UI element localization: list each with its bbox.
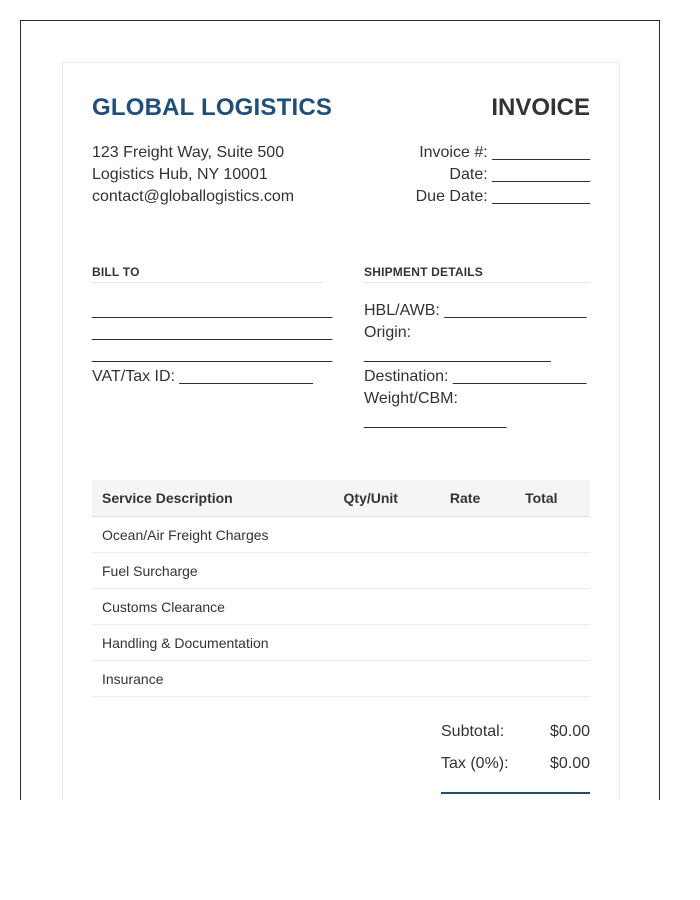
address-line-1: 123 Freight Way, Suite 500 <box>92 144 285 161</box>
origin-label: Origin: <box>364 324 412 341</box>
company-name: GLOBAL LOGISTICS <box>92 94 333 121</box>
subtotal-row <box>441 720 590 752</box>
tax-label: Tax (0%): <box>441 755 509 772</box>
qty-cell <box>333 661 440 697</box>
tax-row <box>441 752 590 784</box>
qty-cell <box>333 553 440 589</box>
totals-block <box>441 720 590 784</box>
qty-cell <box>333 517 440 553</box>
total-divider <box>441 792 590 794</box>
weight-cbm-label: Weight/CBM: <box>364 390 458 407</box>
header-service-description: Service Description <box>92 480 333 517</box>
bill-to-line-2: ___________________________ <box>92 324 333 341</box>
rate-cell <box>440 553 517 589</box>
subtotal-label: Subtotal: <box>441 723 505 740</box>
shipment-details-heading: SHIPMENT DETAILS <box>364 265 590 283</box>
hbl-awb-field: HBL/AWB: ________________ <box>364 302 587 319</box>
header-qty-unit: Qty/Unit <box>333 480 440 517</box>
table-row <box>92 589 590 625</box>
subtotal-value: $0.00 <box>549 723 590 740</box>
origin-blank: _____________________ <box>364 346 551 363</box>
shipment-details-block <box>364 300 596 432</box>
bill-to-line-1: ___________________________ <box>92 302 333 319</box>
invoice-meta <box>416 142 590 208</box>
total-cell <box>517 625 590 661</box>
table-row <box>92 625 590 661</box>
service-description-cell: Customs Clearance <box>92 589 333 625</box>
weight-cbm-blank: ________________ <box>364 412 507 429</box>
vat-tax-id-field: VAT/Tax ID: _______________ <box>92 368 313 385</box>
total-cell <box>517 553 590 589</box>
total-cell <box>517 517 590 553</box>
company-email: contact@globallogistics.com <box>92 188 295 205</box>
qty-cell <box>333 625 440 661</box>
total-cell <box>517 661 590 697</box>
table-row <box>92 553 590 589</box>
table-row <box>92 517 590 553</box>
table-header-row <box>92 480 590 517</box>
header-rate: Rate <box>440 480 517 517</box>
invoice-number-field: Invoice #: ___________ <box>419 144 590 161</box>
bill-to-block <box>92 300 332 388</box>
destination-field: Destination: _______________ <box>364 368 587 385</box>
service-description-cell: Ocean/Air Freight Charges <box>92 517 333 553</box>
service-description-cell: Fuel Surcharge <box>92 553 333 589</box>
qty-cell <box>333 589 440 625</box>
services-table <box>92 480 590 697</box>
table-row <box>92 661 590 697</box>
service-description-cell: Handling & Documentation <box>92 625 333 661</box>
rate-cell <box>440 625 517 661</box>
total-cell <box>517 589 590 625</box>
due-date-field: Due Date: ___________ <box>415 188 590 205</box>
bill-to-heading: BILL TO <box>92 265 323 283</box>
bill-to-line-3: ___________________________ <box>92 346 333 363</box>
tax-value: $0.00 <box>549 755 590 772</box>
address-line-2: Logistics Hub, NY 10001 <box>92 166 268 183</box>
rate-cell <box>440 661 517 697</box>
header-total: Total <box>517 480 590 517</box>
service-description-cell: Insurance <box>92 661 333 697</box>
invoice-title: INVOICE <box>491 94 590 121</box>
rate-cell <box>440 517 517 553</box>
invoice-date-field: Date: ___________ <box>449 166 590 183</box>
rate-cell <box>440 589 517 625</box>
company-address <box>92 142 294 208</box>
